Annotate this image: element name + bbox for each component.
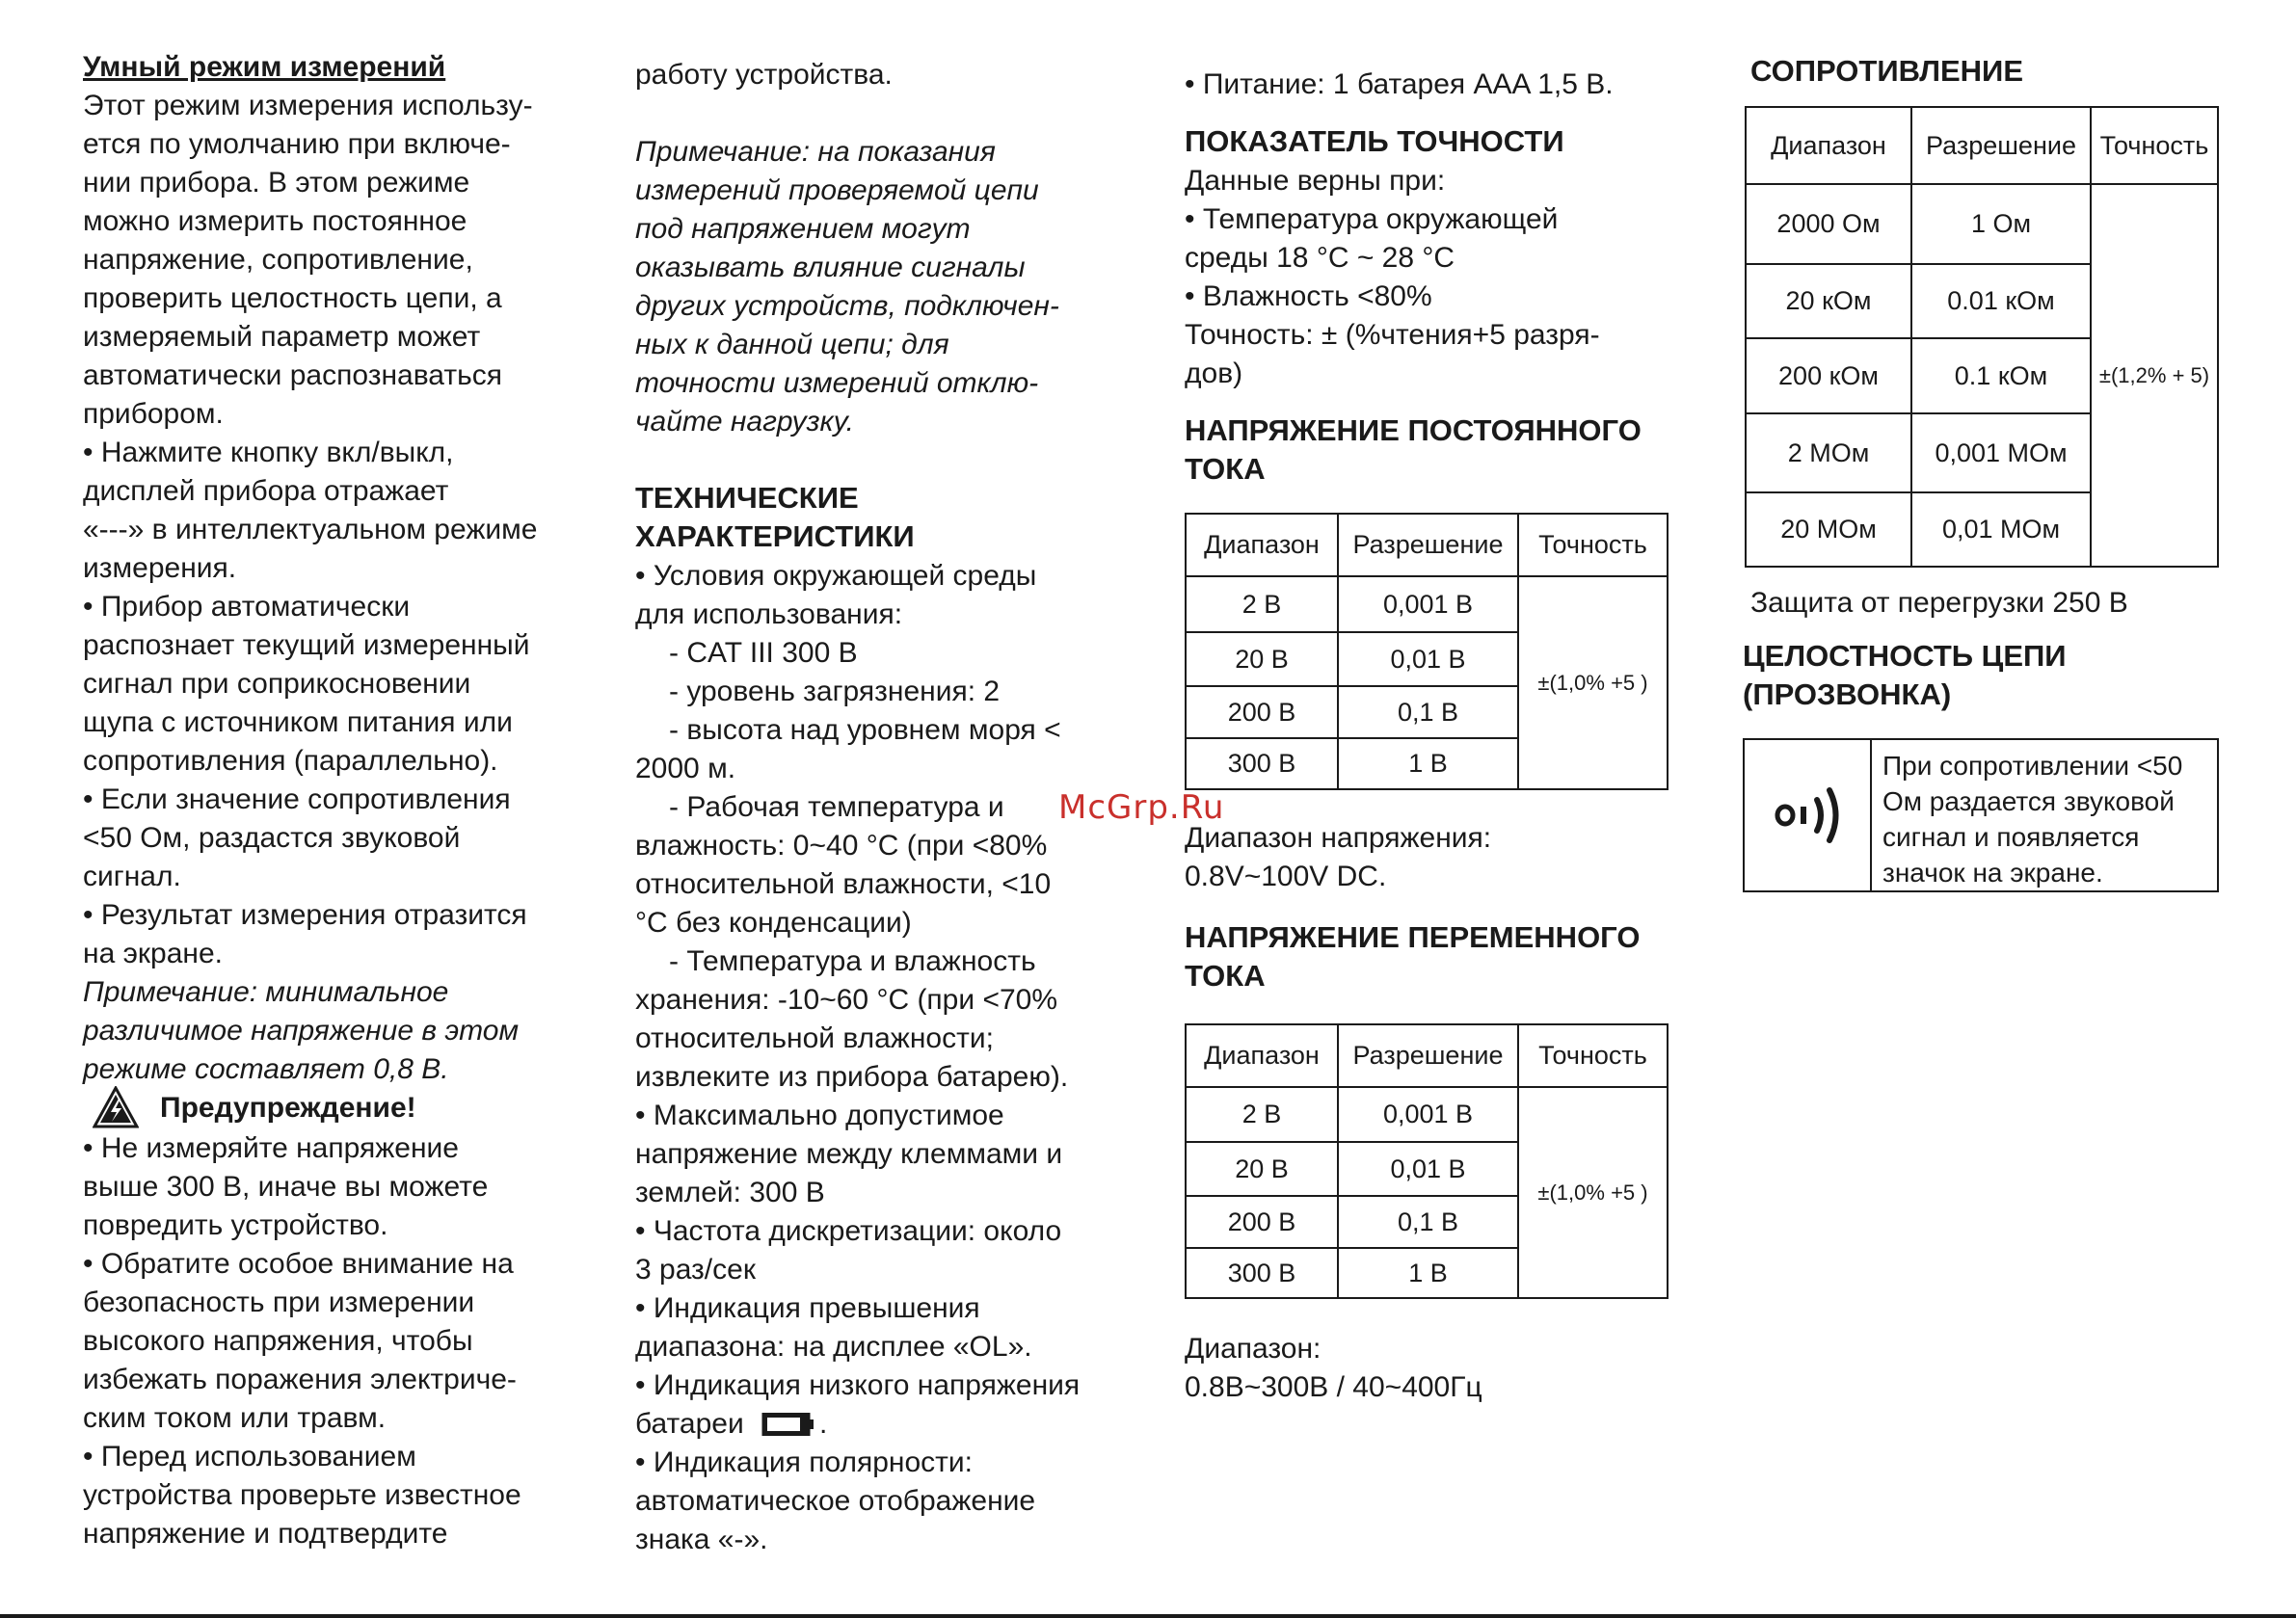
dc-voltage-table	[1185, 513, 1669, 790]
text-line: • Нажмите кнопку вкл/выкл,	[83, 437, 454, 468]
text-line: °С без конденсации)	[635, 907, 912, 939]
resolution-cell: 1 В	[1338, 1248, 1518, 1298]
text-line: автоматическое отображение	[635, 1485, 1036, 1517]
text-line: автоматически распознаваться	[83, 359, 502, 391]
table-header-cell: Диапазон	[1186, 1024, 1338, 1087]
bottom-rule	[0, 1614, 2296, 1618]
text-line: хранения: -10~60 °С (при <70%	[635, 984, 1058, 1016]
warning-line: • Не измеряйте напряжение	[83, 1132, 459, 1164]
text-line: щупа с источником питания или	[83, 706, 513, 738]
warning-line: высокого напряжения, чтобы	[83, 1325, 473, 1357]
note-line: различимое напряжение в этом	[83, 1015, 520, 1047]
battery-suffix: .	[819, 1408, 828, 1440]
text-line: ется по умолчанию при включе-	[83, 128, 511, 160]
table-row	[1746, 184, 2218, 264]
continuity-text-line: сигнал и появляется	[1882, 822, 2140, 852]
watermark: McGrp.Ru	[1058, 788, 1225, 827]
table-row	[1186, 1087, 1668, 1142]
text-line: - уровень загрязнения: 2	[669, 676, 1001, 707]
table-header-cell: Диапазон	[1746, 107, 1911, 184]
warning-line: напряжение и подтвердите	[83, 1518, 448, 1550]
section-heading-ac-voltage: ТОКА	[1185, 959, 1266, 993]
section-heading-dc-voltage: ТОКА	[1185, 452, 1266, 486]
accuracy-cell: ±(1,0% +5 )	[1518, 1087, 1668, 1298]
note-line: режиме составляет 0,8 В.	[83, 1053, 449, 1085]
section-heading-specs: ТЕХНИЧЕСКИЕ	[635, 481, 859, 515]
text-line: землей: 300 В	[635, 1177, 825, 1208]
warning-line: • Обратите особое внимание на	[83, 1248, 514, 1280]
note-line: других устройств, подключен-	[635, 290, 1059, 322]
table-header-row	[1746, 107, 2218, 184]
table-header-cell: Точность	[2091, 107, 2218, 184]
note-line: Примечание: минимальное	[83, 976, 449, 1008]
resolution-cell: 0,001 В	[1338, 1087, 1518, 1142]
low-battery-icon	[761, 1410, 814, 1439]
note-line: Примечание: на показания	[635, 136, 996, 168]
warning-line: повредить устройство.	[83, 1209, 388, 1241]
text-line: - высота над уровнем моря <	[669, 714, 1061, 746]
range-cell: 200 В	[1186, 686, 1338, 738]
ac-voltage-table	[1185, 1023, 1669, 1299]
range-cell: 2 МОм	[1746, 413, 1911, 492]
resolution-cell: 1 В	[1338, 738, 1518, 789]
warning-line: ским током или травм.	[83, 1402, 387, 1434]
note-line: оказывать влияние сигналы	[635, 252, 1026, 283]
section-heading-continuity: (ПРОЗВОНКА)	[1743, 677, 1952, 711]
text-line: • Индикация полярности:	[635, 1446, 974, 1478]
resistance-table	[1745, 106, 2219, 568]
text-line: дов)	[1185, 358, 1243, 389]
text-line: - CAT III 300 В	[669, 637, 858, 669]
resolution-cell: 0,01 В	[1338, 1142, 1518, 1196]
section-heading-accuracy: ПОКАЗАТЕЛЬ ТОЧНОСТИ	[1185, 124, 1564, 158]
text-line: для использования:	[635, 598, 903, 630]
resolution-cell: 0.1 кОм	[1911, 338, 2091, 413]
continuity-icon-cell	[1743, 738, 1872, 892]
text-line: • Условия окружающей среды	[635, 560, 1037, 592]
text-line: распознает текущий измеренный	[83, 629, 530, 661]
range-cell: 2000 Ом	[1746, 184, 1911, 264]
note-line: точности измерений отклю-	[635, 367, 1039, 399]
text-line: Диапазон напряжения:	[1185, 822, 1492, 854]
section-heading-specs: ХАРАКТЕРИСТИКИ	[635, 519, 915, 553]
text-line: • Индикация превышения	[635, 1292, 980, 1324]
table-header-row	[1186, 1024, 1668, 1087]
warning-line: избежать поражения электриче-	[83, 1364, 517, 1395]
resolution-cell: 0,001 МОм	[1911, 413, 2091, 492]
table-header-cell: Точность	[1518, 514, 1668, 576]
warning-triangle-icon	[93, 1086, 139, 1128]
text-line: Данные верны при:	[1185, 165, 1446, 197]
section-heading-resistance: СОПРОТИВЛЕНИЕ	[1750, 54, 2023, 88]
range-cell: 300 В	[1186, 738, 1338, 789]
text-line: Этот режим измерения использу-	[83, 90, 533, 121]
text-line: извлеките из прибора батарею).	[635, 1061, 1069, 1093]
warning-line: безопасность при измерении	[83, 1286, 475, 1318]
accuracy-cell: ±(1,2% + 5)	[2091, 184, 2218, 567]
resolution-cell: 0,001 В	[1338, 576, 1518, 632]
beeper-sound-icon	[1764, 779, 1851, 852]
range-cell: 20 В	[1186, 1142, 1338, 1196]
text-line: • Частота дискретизации: около	[635, 1215, 1062, 1247]
text-line: • Если значение сопротивления	[83, 783, 511, 815]
resolution-cell: 0,1 В	[1338, 1196, 1518, 1248]
text-line: • Индикация низкого напряжения	[635, 1369, 1081, 1401]
table-header-row	[1186, 514, 1668, 576]
text-line: 0.8V~100V DC.	[1185, 861, 1387, 892]
text-line: дисплей прибора отражает	[83, 475, 449, 507]
text-line: 0.8В~300В / 40~400Гц	[1185, 1371, 1482, 1403]
text-line: «---» в интеллектуальном режиме	[83, 514, 538, 545]
warning-line: • Перед использованием	[83, 1441, 416, 1472]
text-line: сигнал при соприкосновении	[83, 668, 471, 700]
table-header-cell: Точность	[1518, 1024, 1668, 1087]
text-line: можно измерить постоянное	[83, 205, 467, 237]
continuity-text-cell	[1868, 738, 2219, 892]
text-line: • Влажность <80%	[1185, 280, 1432, 312]
resolution-cell: 1 Ом	[1911, 184, 2091, 264]
text-line: • Максимально допустимое	[635, 1100, 1004, 1131]
range-cell: 200 кОм	[1746, 338, 1911, 413]
range-cell: 20 кОм	[1746, 264, 1911, 338]
text-line: <50 Ом, раздастся звуковой	[83, 822, 461, 854]
text-line: батареи	[635, 1408, 744, 1440]
continuity-text-line: Ом раздается звуковой	[1882, 786, 2175, 816]
text-line: • Результат измерения отразится	[83, 899, 527, 931]
text-line: Диапазон:	[1185, 1333, 1322, 1365]
section-heading-ac-voltage: НАПРЯЖЕНИЕ ПЕРЕМЕННОГО	[1185, 920, 1641, 954]
text-line: Точность: ± (%чтения+5 разря-	[1185, 319, 1600, 351]
table-header-cell: Диапазон	[1186, 514, 1338, 576]
note-line: измерений проверяемой цепи	[635, 174, 1039, 206]
text-line: 3 раз/сек	[635, 1254, 756, 1286]
continuity-text-line: При сопротивлении <50	[1882, 751, 2183, 781]
resolution-cell: 0,1 В	[1338, 686, 1518, 738]
warning-line: устройства проверьте известное	[83, 1479, 521, 1511]
table-header-cell: Разрешение	[1338, 514, 1518, 576]
section-heading-continuity: ЦЕЛОСТНОСТЬ ЦЕПИ	[1743, 639, 2067, 673]
text-line: - Температура и влажность	[669, 945, 1036, 977]
resolution-cell: 0,01 МОм	[1911, 492, 2091, 567]
text-line: среды 18 °С ~ 28 °С	[1185, 242, 1455, 274]
text-line: нии прибора. В этом режиме	[83, 167, 470, 199]
section-title-smart-mode: Умный режим измерений	[83, 51, 446, 83]
text-line: напряжение, сопротивление,	[83, 244, 473, 276]
text-line: работу устройства.	[635, 59, 893, 91]
text-line: - Рабочая температура и	[669, 791, 1004, 823]
range-cell: 20 В	[1186, 632, 1338, 686]
warning-title: Предупреждение!	[160, 1092, 416, 1124]
range-cell: 300 В	[1186, 1248, 1338, 1298]
note-line: под напряжением могут	[635, 213, 971, 245]
table-header-cell: Разрешение	[1338, 1024, 1518, 1087]
text-line: сопротивления (параллельно).	[83, 745, 498, 777]
text-line: относительной влажности;	[635, 1022, 994, 1054]
text-line: знака «-».	[635, 1524, 768, 1555]
note-line: чайте нагрузку.	[635, 406, 855, 438]
text-line: диапазона: на дисплее «OL».	[635, 1331, 1032, 1363]
range-cell: 2 В	[1186, 1087, 1338, 1142]
text-line: влажность: 0~40 °С (при <80%	[635, 830, 1048, 862]
continuity-text-line: значок на экране.	[1882, 858, 2103, 888]
text-line: • Температура окружающей	[1185, 203, 1559, 235]
text-line: 2000 м.	[635, 753, 736, 784]
warning-line: выше 300 В, иначе вы можете	[83, 1171, 489, 1203]
text-line: относительной влажности, <10	[635, 868, 1052, 900]
text-line: измерения.	[83, 552, 237, 584]
table-header-cell: Разрешение	[1911, 107, 2091, 184]
range-cell: 20 МОм	[1746, 492, 1911, 567]
note-line: ных к данной цепи; для	[635, 329, 949, 360]
resolution-cell: 0.01 кОм	[1911, 264, 2091, 338]
text-line: на экране.	[83, 938, 223, 969]
power-line: • Питание: 1 батарея AAA 1,5 В.	[1185, 68, 1614, 100]
resolution-cell: 0,01 В	[1338, 632, 1518, 686]
accuracy-cell: ±(1,0% +5 )	[1518, 576, 1668, 789]
range-cell: 2 В	[1186, 576, 1338, 632]
section-heading-dc-voltage: НАПРЯЖЕНИЕ ПОСТОЯННОГО	[1185, 413, 1642, 447]
text-line: проверить целостность цепи, а	[83, 282, 502, 314]
text-line: сигнал.	[83, 861, 181, 892]
table-row	[1186, 576, 1668, 632]
text-line: измеряемый параметр может	[83, 321, 481, 353]
text-line: • Прибор автоматически	[83, 591, 411, 623]
text-line: напряжение между клеммами и	[635, 1138, 1063, 1170]
range-cell: 200 В	[1186, 1196, 1338, 1248]
text-line: прибором.	[83, 398, 224, 430]
overload-protection: Защита от перегрузки 250 В	[1750, 587, 2128, 619]
